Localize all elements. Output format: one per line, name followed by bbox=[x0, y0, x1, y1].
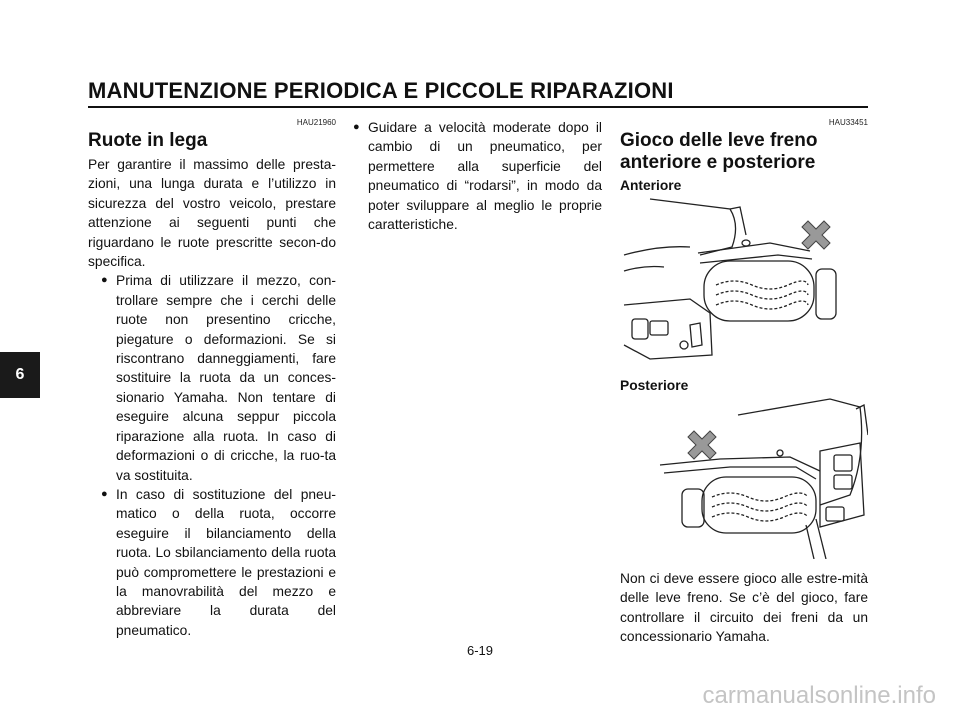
section-title-alloy-wheels: Ruote in lega bbox=[88, 130, 208, 151]
section-code: HAU33451 bbox=[828, 118, 868, 127]
intro-paragraph: Per garantire il massimo delle presta-zioni, una lunga durata e l’utilizzo in sicurezza del vostro veicolo, prestare attenzione ai seguenti punti che riguardano le ruote prescritte secon-do specifica. bbox=[88, 157, 336, 270]
bullet-dot-icon: ● bbox=[101, 487, 108, 500]
subheading-front: Anteriore bbox=[620, 178, 682, 193]
bullet-text: Guidare a velocità moderate dopo il cambio di un pneumatico, per permettere alla superficie del pneumatico di “rodarsi”, in modo da poter sviluppare al meglio le proprie caratteristiche. bbox=[368, 120, 602, 233]
bullet-dot-icon: ● bbox=[353, 121, 360, 133]
bullet-item bbox=[352, 118, 602, 234]
x-mark-icon bbox=[802, 221, 830, 249]
bullet-item bbox=[88, 271, 336, 484]
bullet-text: Prima di utilizzare il mezzo, con-trollare sempre che i cerchi delle ruote non presentino cricche, piegature o deformazioni. Se si riscontrano danneggiamenti, fare sostituire la ruota da un conces-sionario Yamaha. Non tentare di eseguire alcuna seppur piccola riparazione alla ruota. In caso di deformazioni o di cricche, la ruo-ta va sostituita. bbox=[116, 273, 336, 483]
middle-column bbox=[352, 118, 602, 234]
x-mark-icon bbox=[688, 431, 716, 459]
bullet-item bbox=[88, 485, 336, 640]
header-rule bbox=[88, 106, 868, 108]
rear-brake-lever-illustration bbox=[620, 395, 868, 559]
front-brake-lever-illustration bbox=[620, 195, 868, 365]
chapter-tab: 6 bbox=[0, 352, 40, 398]
section-title-brake-lever-play: Gioco delle leve freno anteriore e posteriore bbox=[620, 130, 818, 173]
watermark-text: carmanualsonline.info bbox=[702, 682, 936, 709]
page-number: 6-19 bbox=[466, 643, 494, 658]
page-header-title: MANUTENZIONE PERIODICA E PICCOLE RIPARAZIONI bbox=[88, 78, 674, 103]
section-code: HAU21960 bbox=[296, 118, 336, 127]
subheading-rear: Posteriore bbox=[620, 378, 689, 393]
right-column bbox=[620, 118, 868, 647]
brake-lever-paragraph: Non ci deve essere gioco alle estre-mità delle leve freno. Se c’è del gioco, fare controllare il circuito dei freni da un concessionario Yamaha. bbox=[620, 571, 868, 645]
bullet-dot-icon: ● bbox=[101, 274, 108, 287]
bullet-text: In caso di sostituzione del pneu-matico o della ruota, occorre eseguire il bilanciamento della ruota. Lo sbilanciamento della ruota può compromettere le prestazioni e la manovrabilità del mezzo e abbreviare la durata del pneumatico. bbox=[116, 486, 336, 638]
left-column bbox=[88, 118, 336, 640]
